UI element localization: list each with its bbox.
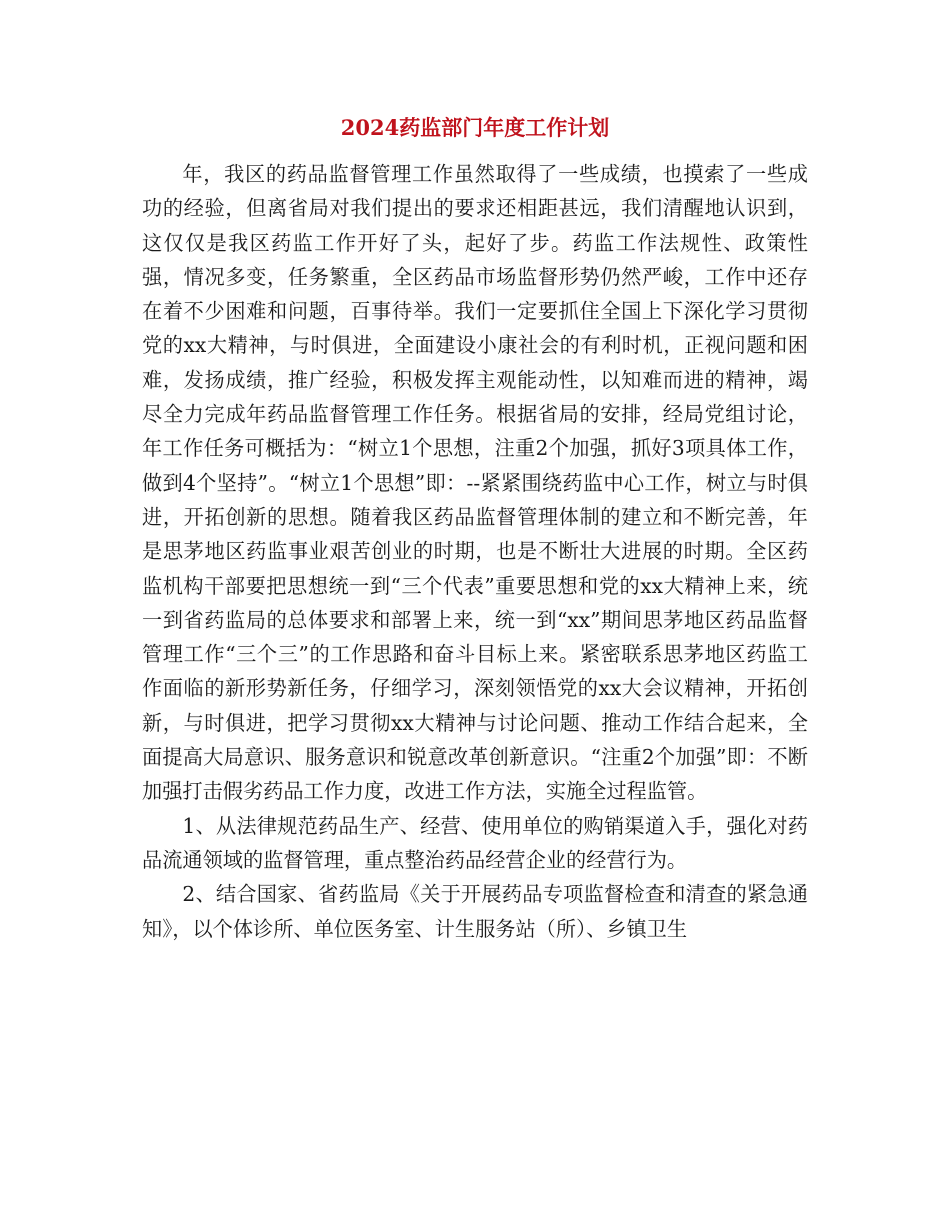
paragraph-item-2: 2、结合国家、省药监局《关于开展药品专项监督检查和清查的紧急通知》，以个体诊所、单位医务室、计生服务站（所）、乡镇卫生 [142,882,808,941]
paragraph-intro: 年，我区的药品监督管理工作虽然取得了一些成绩，也摸索了一些成功的经验，但离省局对我们提出的要求还相距甚远，我们清醒地认识到，这仅仅是我区药监工作开好了头，起好了步。药监工作法规性、政策性强，情况多变，任务繁重，全区药品市场监督形势仍然严峻，工作中还存在着不少困难和问题，百事待举。我们一定要抓住全国上下深化学习贯彻党的xx大精神，与时俱进，全面建设小康社会的有利时机，正视问题和困难，发扬成绩，推广经验，积极发挥主观能动性，以知难而进的精神，竭尽全力完成年药品监督管理工作任务。根据省局的安排，经局党组讨论，年工作任务可概括为：“树立1个思想，注重2个加强，抓好3项具体工作，做到4个坚持”。“树立1个思想”即：--紧紧围绕药监中心工作，树立与时俱进，开拓创新的思想。随着我区药品监督管理体制的建立和不断完善，年是思茅地区药监事业艰苦创业的时期，也是不断壮大进展的时期。全区药监机构干部要把思想统一到“三个代表”重要思想和党的xx大精神上来，统一到省药监局的总体要求和部署上来，统一到“xx”期间思茅地区药品监督管理工作“三个三”的工作思路和奋斗目标上来。紧密联系思茅地区药监工作面临的新形势新任务，仔细学习，深刻领悟党的xx大会议精神，开拓创新，与时俱进，把学习贯彻xx大精神与讨论问题、推动工作结合起来，全面提高大局意识、服务意识和锐意改革创新意识。“注重2个加强”即：不断加强打击假劣药品工作力度，改进工作方法，实施全过程监管。 [142,162,808,804]
paragraph-item-1: 1、从法律规范药品生产、经营、使用单位的购销渠道入手，强化对药品流通领域的监督管理，重点整治药品经营企业的经营行为。 [142,813,808,872]
document-body [142,157,808,946]
document-title: 2024药监部门年度工作计划 [340,115,610,140]
